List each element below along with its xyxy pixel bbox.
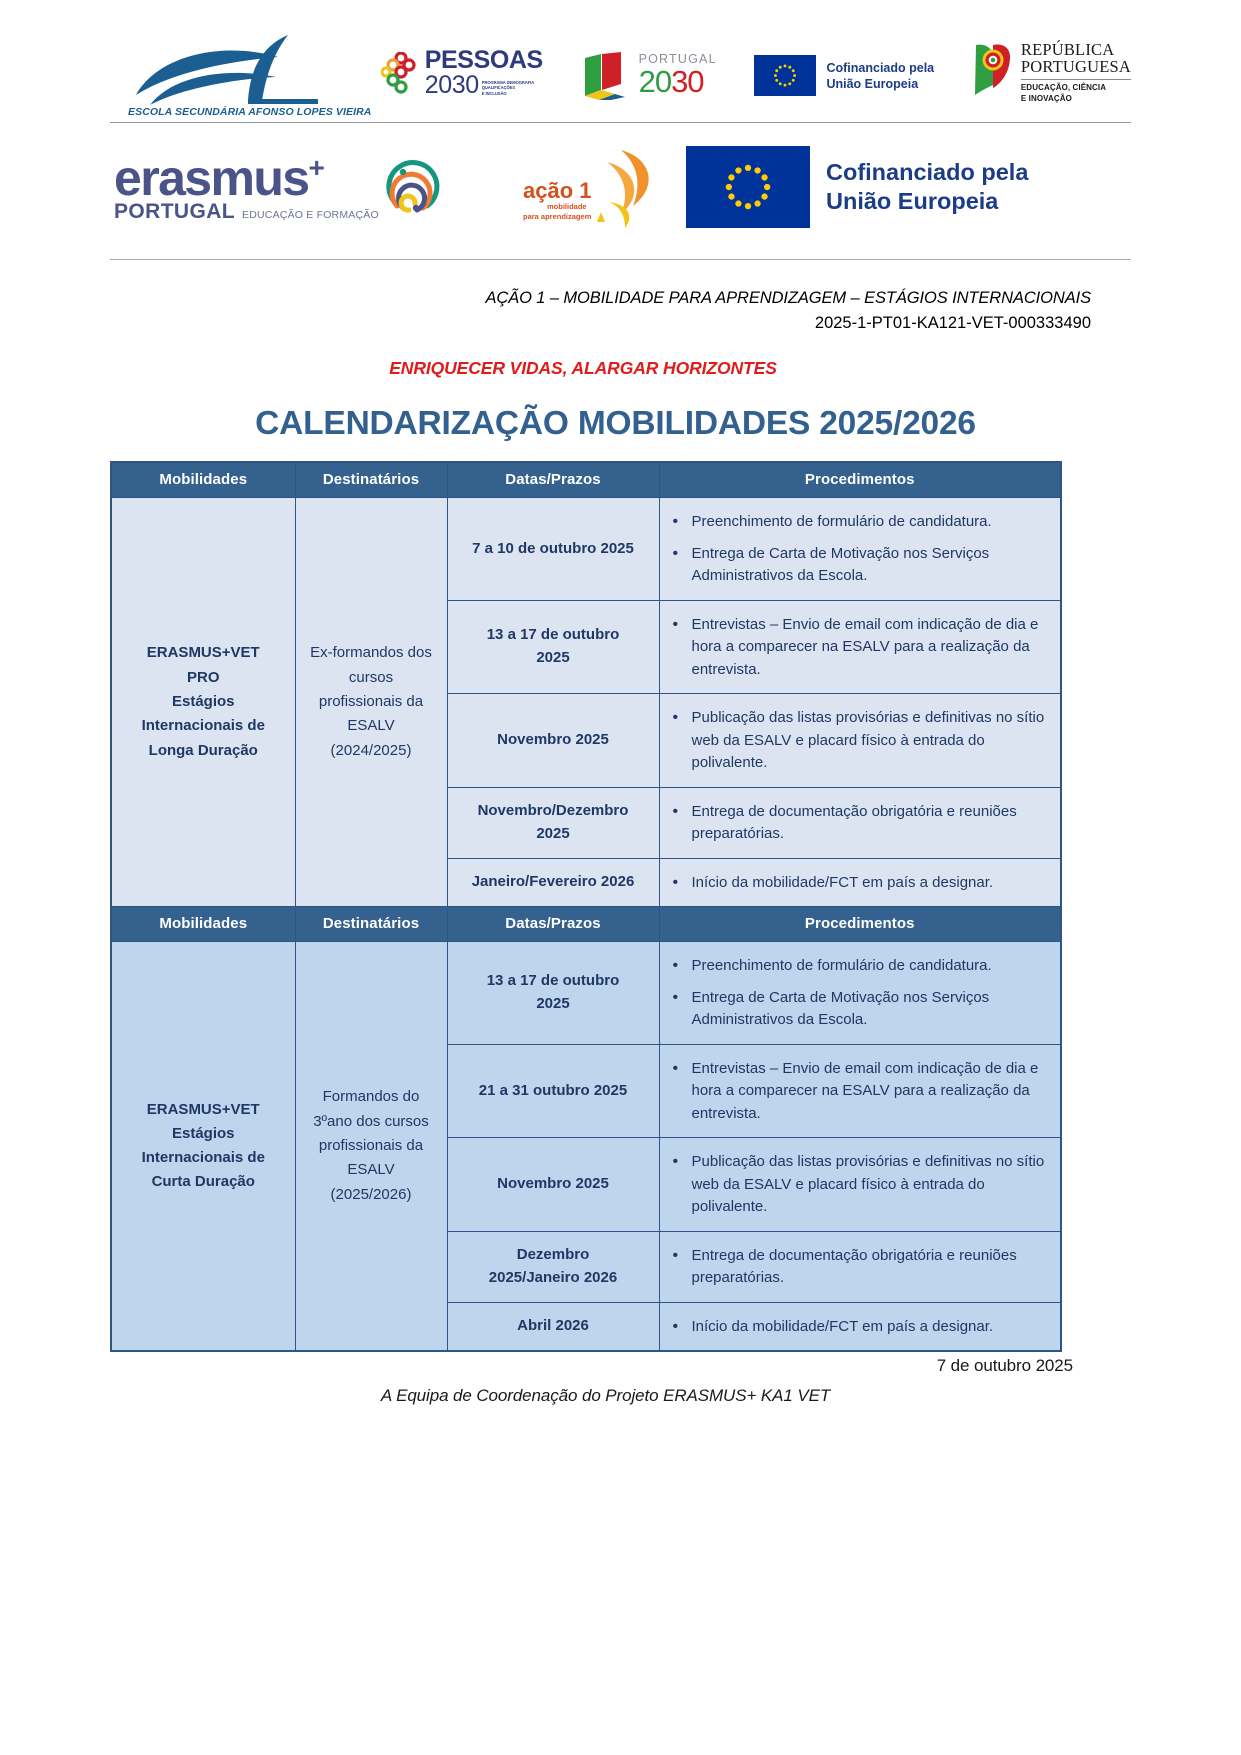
date-cell: Abril 2026 [447, 1302, 659, 1351]
procedures-list [666, 1151, 1049, 1219]
procedures-cell [659, 1231, 1061, 1302]
column-header-0: Mobilidades [111, 907, 295, 942]
date-cell: Janeiro/Fevereiro 2026 [447, 858, 659, 907]
procedures-cell [659, 1138, 1061, 1232]
procedures-cell [659, 1302, 1061, 1351]
procedures-list [666, 872, 1049, 895]
date-cell: Novembro/Dezembro 2025 [447, 787, 659, 858]
header-divider-mid [110, 259, 1131, 260]
pessoas-wordmark [425, 48, 543, 98]
footer-date: 7 de outubro 2025 [936, 1356, 1073, 1376]
procedures-cell [659, 942, 1061, 1045]
portugal-2030-30: 30 [671, 63, 704, 99]
column-header-1: Destinatários [295, 462, 447, 498]
procedure-item: • Entrevistas – Envio de email com indicação de dia e hora a comparecer na ESALV para a realização da entrevista. [692, 1058, 1049, 1126]
procedures-cell [659, 787, 1061, 858]
date-cell: 13 a 17 de outubro 2025 [447, 942, 659, 1045]
procedures-list [666, 1058, 1049, 1126]
column-header-3: Procedimentos [659, 462, 1061, 498]
pessoas-2030-logo [381, 48, 543, 118]
portugal-shield-icon [972, 41, 1014, 97]
pessoas-icon [381, 52, 419, 94]
republica-divider [1021, 79, 1131, 80]
portugal-2030-icon [581, 50, 635, 100]
school-logo-mark [128, 27, 318, 105]
procedures-cell [659, 1044, 1061, 1138]
eu-cofinanced-text-large: Cofinanciado pela União Europeia [826, 158, 1029, 214]
acao-1-title-text: ação 1 [523, 178, 592, 203]
column-header-3: Procedimentos [659, 907, 1061, 942]
procedures-list [666, 1316, 1049, 1339]
procedure-item: • Entrevistas – Envio de email com indicação de dia e hora a comparecer na ESALV para a realização da entrevista. [692, 614, 1049, 682]
erasmus-subtitle: EDUCAÇÃO E FORMAÇÃO [242, 208, 379, 221]
procedure-item: • Preenchimento de formulário de candidatura. [692, 511, 1049, 534]
portugal-2030-line1: PORTUGAL [638, 52, 717, 67]
procedure-item: • Publicação das listas provisórias e definitivas no sítio web da ESALV e placard físico à entrada do polivalente. [692, 1151, 1049, 1219]
procedures-list [666, 614, 1049, 682]
eu-flag-icon-large [686, 146, 810, 228]
portugal-2030-wordmark [639, 53, 717, 97]
procedure-item: • Início da mobilidade/FCT em país a designar. [692, 1316, 1049, 1339]
republica-wordmark [1021, 41, 1131, 104]
republica-portuguesa-logo [972, 41, 1131, 118]
procedure-item: • Preenchimento de formulário de candidatura. [692, 955, 1049, 978]
procedures-list [666, 1245, 1049, 1290]
procedure-item: • Início da mobilidade/FCT em país a designar. [692, 872, 1049, 895]
date-cell: Novembro 2025 [447, 1138, 659, 1232]
procedures-list [666, 955, 1049, 1032]
svg-text:mobilidade: mobilidade [547, 202, 587, 211]
recipients-cell: Formandos do 3ºano dos cursos profissionais da ESALV (2025/2026) [295, 942, 447, 1352]
procedures-cell [659, 600, 1061, 694]
school-logo [110, 27, 372, 118]
column-header-1: Destinatários [295, 907, 447, 942]
mobility-cell: ERASMUS+VET Estágios Internacionais de Curta Duração [111, 942, 295, 1352]
procedures-cell [659, 694, 1061, 788]
school-logo-caption: ESCOLA SECUNDÁRIA AFONSO LOPES VIEIRA [128, 106, 372, 118]
erasmus-logo-bar [110, 123, 1131, 251]
erasmus-word: erasmus [114, 149, 309, 206]
procedures-list [666, 707, 1049, 775]
table-header-row [111, 907, 1061, 942]
procedures-cell [659, 858, 1061, 907]
pessoas-line2: 2030 [424, 71, 479, 99]
eu-cofinanced-logo-large [686, 146, 1028, 228]
procedures-list [666, 801, 1049, 846]
procedures-cell [659, 498, 1061, 601]
erasmus-plus-logo [114, 149, 504, 223]
recipients-cell: Ex-formandos dos cursos profissionais da ESALV (2024/2025) [295, 498, 447, 907]
procedures-list [666, 511, 1049, 588]
republica-line1: REPÚBLICA [1020, 39, 1115, 59]
date-cell: 7 a 10 de outubro 2025 [447, 498, 659, 601]
calendar-table-body [111, 462, 1061, 1351]
mobility-cell: ERASMUS+VET PRO Estágios Internacionais de Longa Duração [111, 498, 295, 907]
column-header-2: Datas/Prazos [447, 462, 659, 498]
procedure-item: • Entrega de Carta de Motivação nos Serviços Administrativos da Escola. [692, 987, 1049, 1032]
republica-sub: EDUCAÇÃO, CIÊNCIA E INOVAÇÃO [1020, 83, 1107, 103]
project-info [110, 286, 1131, 336]
date-cell: 13 a 17 de outubro 2025 [447, 600, 659, 694]
date-cell: 21 a 31 outubro 2025 [447, 1044, 659, 1138]
procedure-item: • Entrega de Carta de Motivação nos Serviços Administrativos da Escola. [692, 543, 1049, 588]
page-title: CALENDARIZAÇÃO MOBILIDADES 2025/2026 [255, 405, 976, 443]
table-header-row [111, 462, 1061, 498]
footer-team: A Equipa de Coordenação do Projeto ERASMUS+ KA1 VET [380, 1386, 831, 1406]
republica-line2: PORTUGUESA [1020, 57, 1131, 77]
procedure-item: • Entrega de documentação obrigatória e reuniões preparatórias. [692, 801, 1049, 846]
eu-cofinanced-text-small: Cofinanciado pela União Europeia [826, 60, 935, 91]
header-logo-bar [110, 0, 1131, 118]
column-header-2: Datas/Prazos [447, 907, 659, 942]
eu-flag-icon [754, 55, 816, 96]
erasmus-wordmark [114, 149, 379, 223]
date-cell: Dezembro 2025/Janeiro 2026 [447, 1231, 659, 1302]
project-action-line: AÇÃO 1 – MOBILIDADE PARA APRENDIZAGEM – ESTÁGIOS INTERNACIONAIS [485, 289, 1091, 307]
project-id: 2025-1-PT01-KA121-VET-000333490 [814, 314, 1091, 333]
pessoas-line1: PESSOAS [424, 46, 543, 74]
portugal-2030-20: 20 [638, 63, 672, 99]
acao-1-logo [504, 144, 664, 230]
svg-text:para aprendizagem: para aprendizagem [523, 212, 592, 221]
table-row [111, 498, 1061, 601]
project-slogan: ENRIQUECER VIDAS, ALARGAR HORIZONTES [389, 358, 777, 379]
erasmus-plus-sign: + [308, 151, 324, 183]
erasmus-swirl-icon [383, 154, 445, 220]
eu-cofinanced-logo-small [754, 55, 934, 118]
procedure-item: • Entrega de documentação obrigatória e reuniões preparatórias. [692, 1245, 1049, 1290]
pessoas-tagline: PROGRAMA DEMOGRAFIA QUALIFICAÇÕES E INCLUSÃO [481, 79, 535, 96]
date-cell: Novembro 2025 [447, 694, 659, 788]
procedure-item: • Publicação das listas provisórias e definitivas no sítio web da ESALV e placard físico à entrada do polivalente. [692, 707, 1049, 775]
table-row [111, 942, 1061, 1045]
column-header-0: Mobilidades [111, 462, 295, 498]
erasmus-portugal: PORTUGAL [114, 199, 236, 223]
portugal-2030-logo [581, 50, 717, 118]
calendar-table [110, 461, 1062, 1352]
